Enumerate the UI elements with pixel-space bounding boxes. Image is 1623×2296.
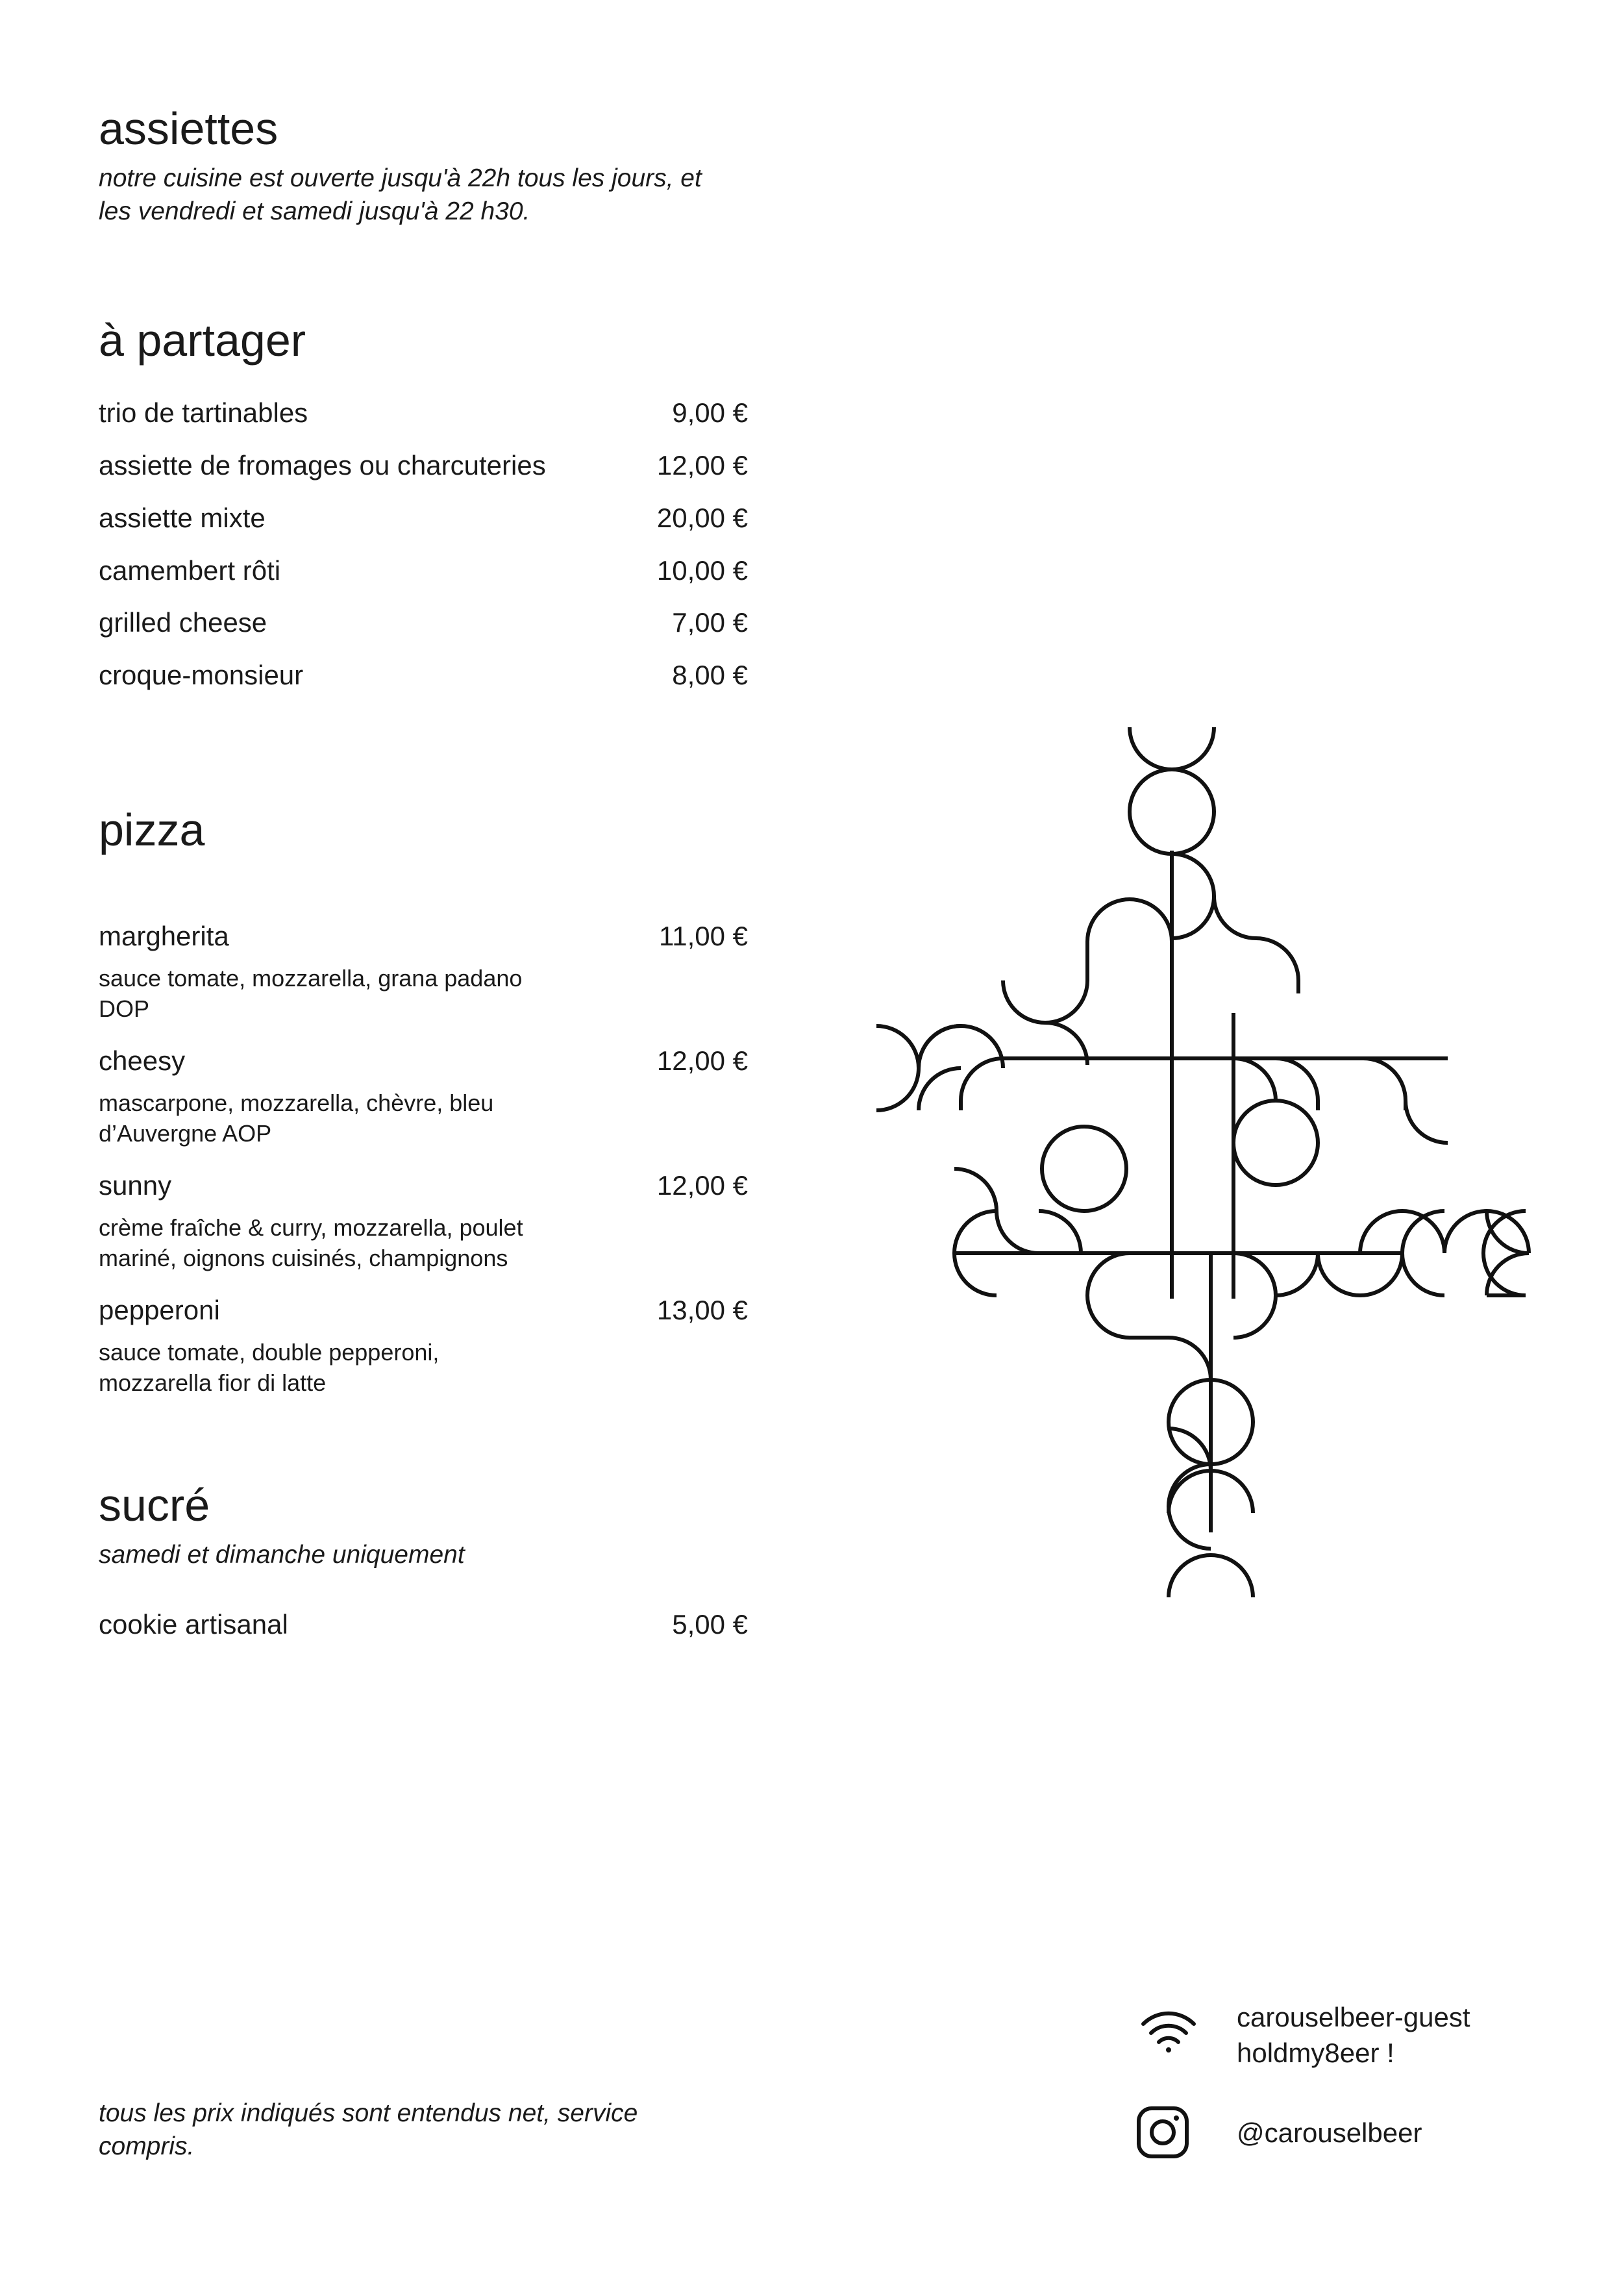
pizza-item <box>99 921 748 1038</box>
menu-item-price: 5,00 € <box>672 1609 748 1640</box>
section-title-sucre: sucré <box>99 1480 210 1530</box>
pizza-price: 12,00 € <box>656 1045 748 1076</box>
pizza-name: sunny <box>99 1170 172 1201</box>
assiettes-subtitle <box>99 162 845 228</box>
pizza-item <box>99 1045 748 1162</box>
section-title-assiettes: assiettes <box>99 103 279 154</box>
pizza-description-line2: mozzarella fior di latte <box>99 1369 327 1396</box>
wifi-ssid: carouselbeer-guest <box>1237 2002 1470 2032</box>
price-note <box>99 2097 813 2163</box>
menu-item-name: cookie artisanal <box>99 1609 288 1640</box>
menu-item-name: grilled cheese <box>99 607 267 638</box>
pizza-price: 11,00 € <box>658 921 748 951</box>
menu-item <box>99 1609 748 1648</box>
menu-item <box>99 503 748 542</box>
menu-item <box>99 397 748 436</box>
menu-item-price: 10,00 € <box>656 555 748 586</box>
menu-item-price: 20,00 € <box>656 503 748 533</box>
menu-item-name: assiette mixte <box>99 503 266 533</box>
sucre-subtitle: samedi et dimanche uniquement <box>99 1541 465 1569</box>
menu-item-price: 12,00 € <box>656 450 748 480</box>
wifi-password: holdmy8eer ! <box>1237 2037 1394 2068</box>
pizza-description-line2: DOP <box>99 995 150 1022</box>
pizza-description-line1: mascarpone, mozzarella, chèvre, bleu <box>99 1090 494 1116</box>
pizza-price: 13,00 € <box>656 1295 748 1325</box>
menu-item-price: 9,00 € <box>672 397 748 428</box>
price-note-line2: compris. <box>99 2132 195 2160</box>
menu-item <box>99 660 748 699</box>
pizza-description-line1: sauce tomate, mozzarella, grana padano <box>99 965 523 992</box>
instagram-handle[interactable]: @carouselbeer <box>1237 2117 1422 2148</box>
section-title-a-partager: à partager <box>99 315 306 366</box>
menu-item-price: 7,00 € <box>672 607 748 638</box>
pizza-name: pepperoni <box>99 1295 220 1325</box>
pizza-price: 12,00 € <box>656 1170 748 1201</box>
section-title-pizza: pizza <box>99 805 205 855</box>
pizza-description-line2: mariné, oignons cuisinés, champignons <box>99 1244 508 1271</box>
wifi-info <box>1237 2000 1470 2071</box>
pizza-description <box>99 1088 566 1149</box>
pizza-description <box>99 964 566 1025</box>
wifi-icon <box>1139 2010 1198 2055</box>
instagram-icon <box>1136 2106 1189 2159</box>
menu-item-name: camembert rôti <box>99 555 281 586</box>
menu-item-name: assiette de fromages ou charcuteries <box>99 450 546 480</box>
menu-item-name: croque-monsieur <box>99 660 304 690</box>
pizza-name: margherita <box>99 921 229 951</box>
assiettes-subtitle-line2: les vendredi et samedi jusqu'à 22 h30. <box>99 197 530 225</box>
pizza-description-line1: sauce tomate, double pepperoni, <box>99 1339 440 1366</box>
menu-item <box>99 450 748 489</box>
menu-item <box>99 607 748 646</box>
decorative-carousel-pattern <box>870 721 1558 1597</box>
pizza-item <box>99 1170 748 1287</box>
pizza-description <box>99 1213 566 1274</box>
menu-item-price: 8,00 € <box>672 660 748 690</box>
pizza-description-line1: crème fraîche & curry, mozzarella, poulet <box>99 1214 523 1241</box>
pizza-description-line2: d’Auvergne AOP <box>99 1119 272 1147</box>
price-note-line1: tous les prix indiqués sont entendus net, service <box>99 2099 638 2127</box>
menu-item-name: trio de tartinables <box>99 397 308 428</box>
pizza-item <box>99 1295 748 1412</box>
pizza-description <box>99 1338 566 1399</box>
assiettes-subtitle-line1: notre cuisine est ouverte jusqu'à 22h tous les jours, et <box>99 164 702 192</box>
pizza-name: cheesy <box>99 1045 186 1076</box>
menu-item <box>99 555 748 594</box>
